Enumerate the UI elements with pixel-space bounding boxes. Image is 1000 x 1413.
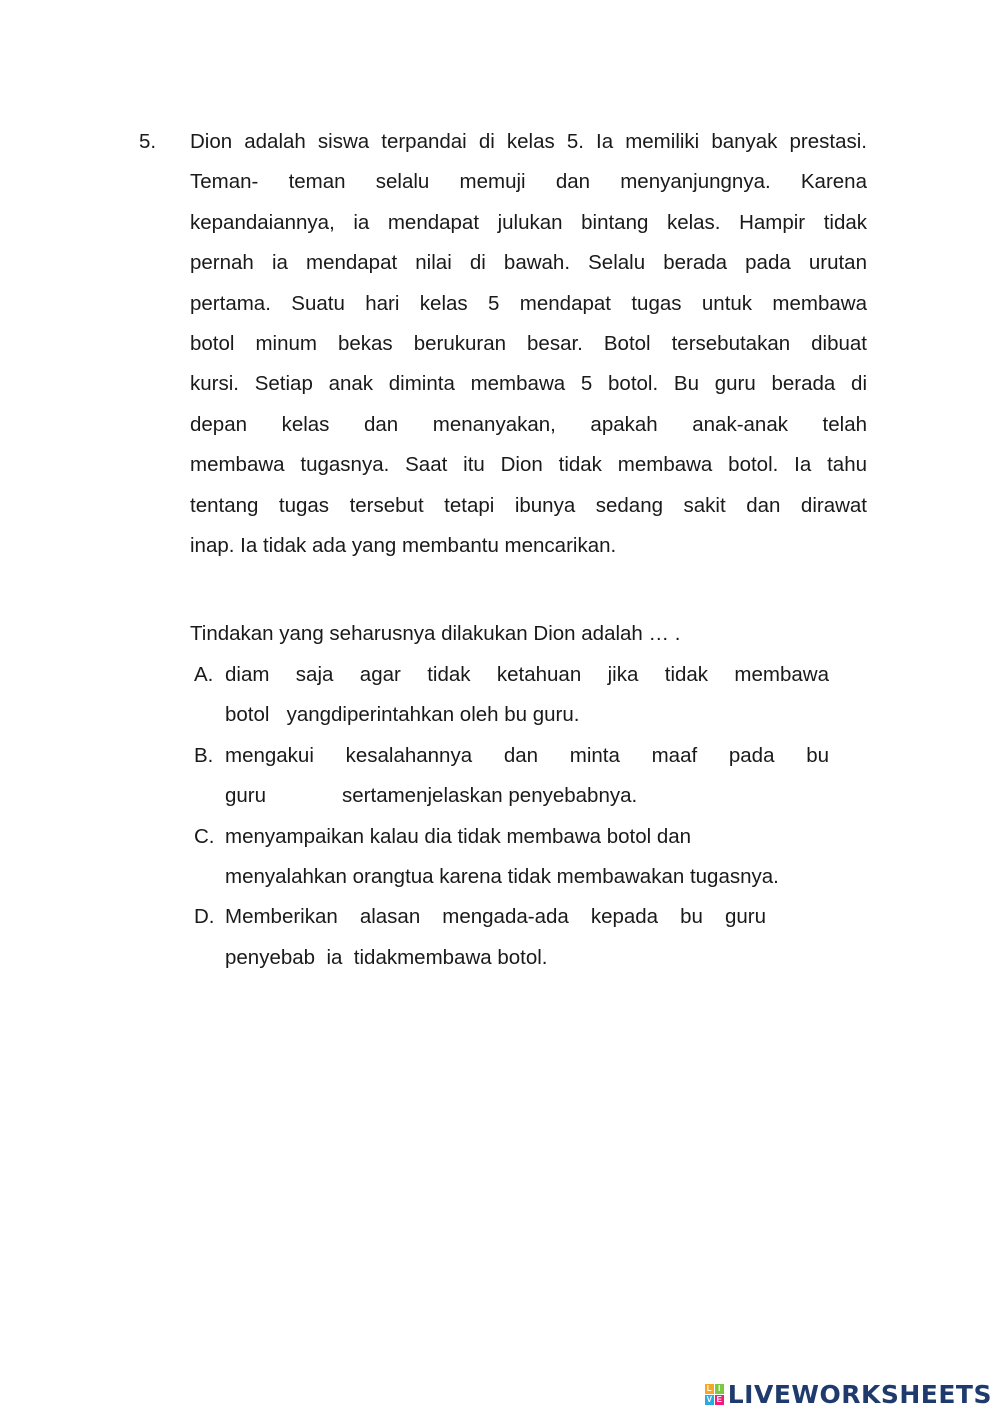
logo-mark-icon xyxy=(705,1384,724,1405)
story-line: pertama. Suatu hari kelas 5 mendapat tugas untuk membawa xyxy=(190,291,867,315)
story-line: depan kelas dan menanyakan, apakah anak-anak telah xyxy=(190,412,867,436)
option-b[interactable] xyxy=(194,742,874,823)
option-line: diam saja agar tidak ketahuan jika tidak membawa xyxy=(225,663,829,686)
option-line: penyebab ia tidakmembawa botol. xyxy=(225,945,548,969)
option-line: Memberikan alasan mengada-ada kepada bu guru xyxy=(225,905,766,929)
option-letter: B. xyxy=(194,743,214,767)
story-line: inap. Ia tidak ada yang membantu mencarikan. xyxy=(190,533,617,557)
option-letter: A. xyxy=(194,663,214,686)
story-line: kepandaiannya, ia mendapat julukan bintang kelas. Hampir tidak xyxy=(190,210,867,234)
logo-mark-letter: E xyxy=(716,1395,722,1404)
story-line: botol minum bekas berukuran besar. Botol tersebutakan dibuat xyxy=(190,331,867,355)
answer-options xyxy=(194,661,874,984)
option-text xyxy=(225,742,829,823)
question-prompt: Tindakan yang seharusnya dilakukan Dion adalah … . xyxy=(190,622,681,645)
logo-text: LIVEWORKSHEETS xyxy=(727,1380,992,1409)
option-letter: D. xyxy=(194,905,215,929)
option-word: guru xyxy=(225,784,267,808)
option-c[interactable] xyxy=(194,823,874,904)
option-text xyxy=(225,823,865,904)
story-paragraph xyxy=(190,128,867,572)
option-line xyxy=(225,782,829,822)
story-line: membawa tugasnya. Saat itu Dion tidak membawa botol. Ia tahu xyxy=(190,453,867,477)
question-number: 5. xyxy=(139,130,157,153)
story-line: Teman- teman selalu memuji dan menyanjungnya. Karena xyxy=(190,170,867,194)
option-text xyxy=(225,903,865,984)
option-continuation: sertamenjelaskan penyebabnya. xyxy=(342,784,638,808)
story-line: pernah ia mendapat nilai di bawah. Selalu berada pada urutan xyxy=(190,251,867,275)
logo-mark-letter: I xyxy=(715,1384,724,1394)
option-text xyxy=(225,661,829,742)
liveworksheets-logo[interactable] xyxy=(705,1380,992,1409)
logo-mark-letter: V xyxy=(706,1395,712,1404)
option-a[interactable] xyxy=(194,661,874,742)
story-line: tentang tugas tersebut tetapi ibunya sedang sakit dan dirawat xyxy=(190,493,867,517)
option-line: menyampaikan kalau dia tidak membawa botol dan xyxy=(225,824,692,848)
logo-mark-letter: L xyxy=(705,1384,714,1394)
option-line xyxy=(225,701,829,741)
story-line: Dion adalah siswa terpandai di kelas 5. Ia memiliki banyak prestasi. xyxy=(190,130,867,153)
option-d[interactable] xyxy=(194,903,874,984)
option-line: menyalahkan orangtua karena tidak membawakan tugasnya. xyxy=(225,864,779,888)
option-continuation: yangdiperintahkan oleh bu guru. xyxy=(286,703,580,727)
option-line: mengakui kesalahannya dan minta maaf pada bu xyxy=(225,743,829,767)
story-line: kursi. Setiap anak diminta membawa 5 botol. Bu guru berada di xyxy=(190,372,867,396)
option-word: botol xyxy=(225,703,270,727)
option-letter: C. xyxy=(194,824,215,848)
